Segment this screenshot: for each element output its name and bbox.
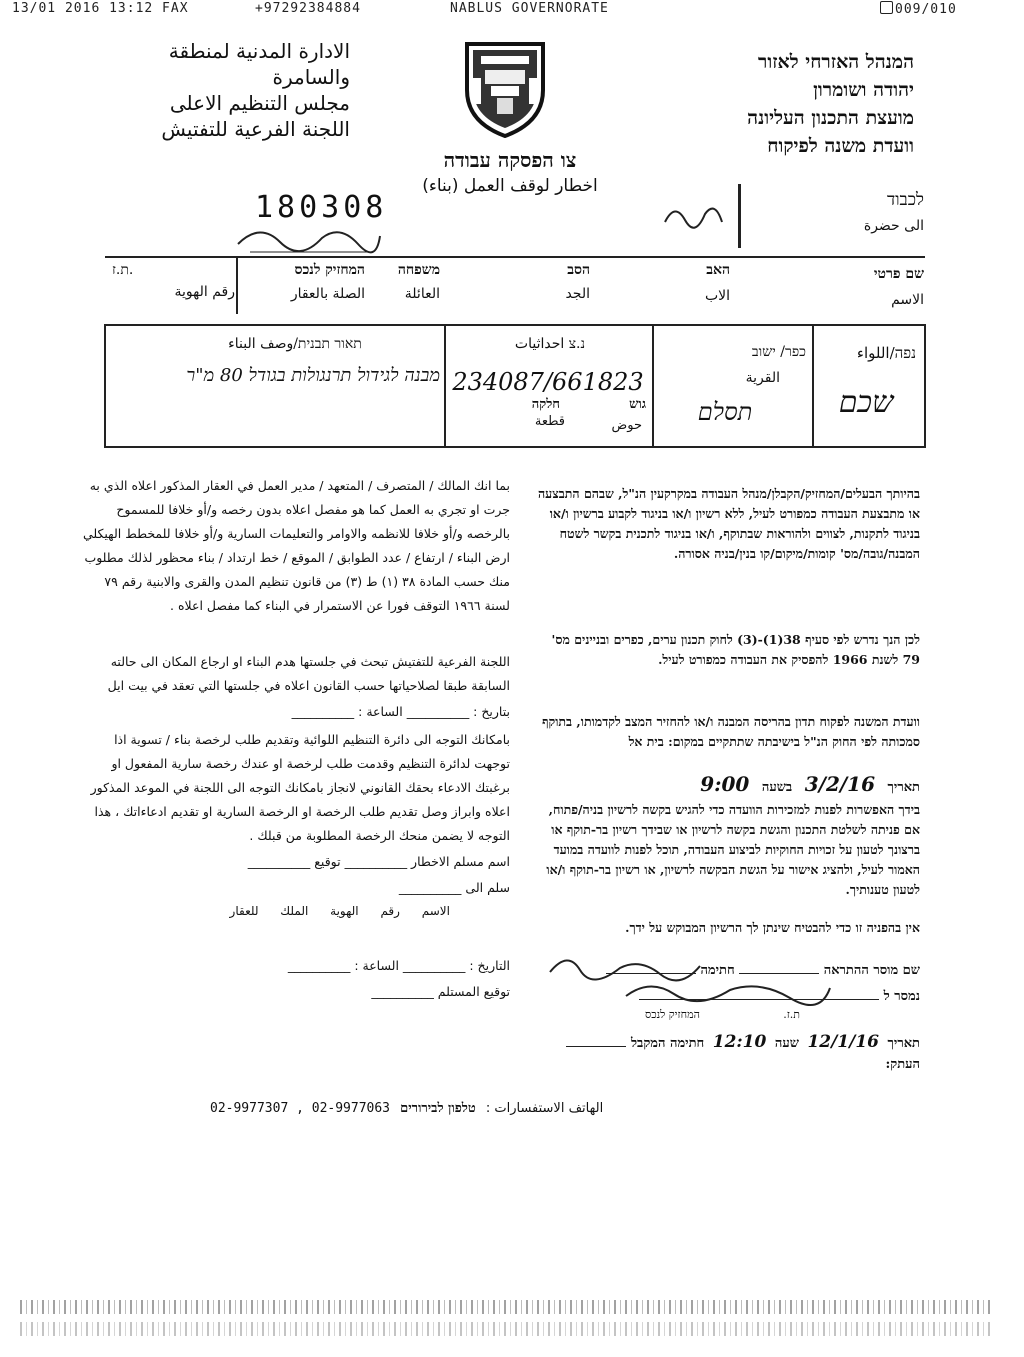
parcel-label-ar: قطعة	[534, 414, 565, 429]
village-label-ar: القرية	[745, 370, 780, 386]
fax-noise-bottom	[20, 1322, 994, 1336]
basin-label-ar: حوض	[611, 418, 642, 433]
village-value: תסלם	[697, 398, 753, 426]
title-hebrew: צו הפסקה עבודה	[443, 148, 577, 172]
header-hebrew-line3: מועצת התכנון העליונה	[747, 107, 914, 129]
arabic-notifier: اسم مسلم الاخطار __________ توقيع __________	[247, 854, 510, 869]
block-label: גוש	[629, 397, 646, 412]
fax-sender: NABLUS GOVERNORATE	[450, 1, 609, 16]
phone-label-ar: الهاتف الاستفسارات :	[485, 1101, 604, 1116]
district-value: שכם	[838, 385, 894, 420]
arabic-paragraph-3: بامكانك التوجه الى دائرة التنظيم اللوائية وتقديم طلب لرخصة بناء / تسوية اذا توجهت لدائرة التنظيم وقدمت طلب لرخصة او عندك رخصة سارية المفعول او برغبتك الادعاء بحقك القانوني لانجاز بامكانك التوجه الى اللجنة في الموعد المذكور اعلاه وابراز وصل تقديم طلب الرخصة او الرخصة السارية او تقديم ادعاءاتك ، هذا التوجه لا يضمن منحك الرخصة المطلوبة من قبلك .	[90, 732, 510, 843]
receiver-signature-label: חתימה המקבל	[630, 1036, 705, 1051]
issuer-label: שם מוסר ההתראה	[823, 963, 920, 978]
father-label-he: האב	[706, 262, 730, 278]
fax-page-icon	[880, 1, 893, 14]
property-divider-2	[652, 324, 654, 446]
district-label: נפה/اللواء	[856, 344, 916, 362]
hebrew-date-label: תאריך	[887, 780, 920, 795]
fax-number: +97292384884	[255, 1, 361, 16]
fax-page	[880, 1, 957, 17]
id-col-divider	[236, 256, 238, 314]
header-arabic	[110, 38, 350, 142]
hebrew-paragraph-1: בהיותך הבעלים/המחזיק/הקבלן/מנהל העבודה במקרקעין הנ"ל, שבהם התבצעה או מתבצעת העבודה כמפורט לעיל, ללא רשיון ו/או בניגוד לקבוע ברשיון ו/או בניגוד לתקנות, לצווים ולהוראות שבתוקף, ו/או בניגוד לתכנית בקשר לשטח המבנה/גובה/מס' קומות/מיקום/קו בנין/בניה אסורה.	[537, 486, 920, 561]
coords-label: נ.צ احداثيات	[514, 336, 586, 352]
emblem-icon	[463, 40, 547, 138]
recipient-scribble	[660, 192, 730, 242]
grandfather-label-ar: الجد	[565, 286, 590, 302]
holder-label-he: המחזיק לנכס	[294, 262, 365, 278]
grandfather-label-he: הסב	[567, 262, 590, 278]
hebrew-date-value: 3/2/16	[804, 772, 875, 796]
arabic-paragraph-2: اللجنة الفرعية للتفتيش تبحث في جلستها هدم البناء او ارجاع المكان الى حالته السابقة طبقا لصلاحياتها حسب القانون اعلاه في جلستها التي تعقد في بيت ايل	[107, 654, 510, 693]
receiver-signature-line	[566, 1046, 626, 1047]
date2-label: תאריך	[887, 1036, 920, 1051]
receipt-row	[532, 1032, 920, 1052]
description-label: תאור תבנית/وصف البناء	[228, 336, 362, 352]
name-handwriting	[230, 218, 390, 258]
hebrew-hour-value: 9:00	[700, 772, 750, 796]
recipient-label-ar: الى حضرة	[863, 218, 924, 234]
header-arabic-line2: والسامرة	[272, 65, 350, 89]
delivered-label: נמסר ל	[883, 989, 920, 1004]
copy-label: העתק:	[885, 1057, 920, 1072]
family-label-ar: العائلة	[404, 286, 440, 302]
arabic-columns: الاسم رقم الهوية الملك للعقار	[229, 904, 450, 918]
arabic-date-line: بتاريخ : __________ الساعة : __________	[291, 704, 510, 719]
header-arabic-line3: مجلس التنظيم الاعلى	[169, 91, 350, 115]
arabic-receiver: توقيع المستلم __________	[371, 984, 510, 999]
hebrew-date-row	[532, 772, 920, 796]
footer-phones	[210, 1100, 650, 1116]
coords-value: 234087/661823	[452, 368, 644, 396]
header-arabic-line1: الادارة المدنية لمنطقة	[168, 39, 350, 63]
date2-value: 12/1/16	[807, 1032, 879, 1052]
header-arabic-line4: اللجنة الفرعية للتفتيش	[161, 117, 350, 141]
recipient-divider	[738, 184, 741, 248]
header-hebrew-line4: וועדת משנה לפיקוח	[767, 135, 914, 157]
holder-short-label: המחזיק לנכס	[644, 1008, 700, 1021]
family-label-he: משפחה	[397, 262, 440, 278]
property-divider-1	[444, 324, 446, 446]
header-hebrew	[654, 48, 914, 160]
arabic-paragraph-1: بما انك المالك / المتصرف / المتعهد / مدير العمل في العقار المذكور اعلاه الذي به جرت او تجري به العمل كما هو مفصل اعلاه بدون رخصه و/أو خلافا للمسموح بالرخصه و/أو خلافا للانظمه والاوامر والتعليمات السارية و/أو خلافا للمخطط الهيكلي ارض البناء / ارتفاع / عدد الطوابق / الموقع / خط ارتداد / بناء محظور لذلك مطلوب منك حسب المادة ٣٨ (١) ط (٣) من قانون تنظيم المدن والقرى والابنية رقم ٧٩ لسنة ١٩٦٦ التوقف فورا عن الاستمرار في البناء كما مفصل اعلاه .	[82, 478, 510, 613]
fax-datetime: 13/01 2016 13:12 FAX	[12, 1, 189, 16]
serial-number: 180308	[255, 190, 388, 225]
phone-label-he: טלפון לבירורים	[400, 1101, 476, 1116]
recipient-label-he: לכבוד	[887, 190, 924, 210]
id-number-mark: .ת.ז	[112, 262, 134, 278]
id-short-label: ת.ז.	[783, 1008, 800, 1021]
name-label-ar: الاسم	[891, 292, 924, 308]
hebrew-paragraph-3: וועדת המשנה לפקוח תדון בהריסה המבנה ו/או להחזיר המצב לקדמותו, בתוקף סמכותה לפי החוק הנ"ל בישיבתה שתתקיים במקום: בית אל	[542, 714, 920, 749]
name-label-he: שם פרטי	[873, 266, 924, 282]
header-hebrew-line1: המנהל האזרחי לאזור	[758, 51, 914, 73]
arabic-delivered: سلم الى __________	[398, 880, 510, 895]
hour2-value: 12:10	[712, 1032, 767, 1052]
description-value: מבנה לגידול תרנגולות בגודל 80 מ"ר	[186, 365, 440, 386]
phone-numbers: 02-9977307 , 02-9977063	[210, 1101, 391, 1116]
father-label-ar: الاب	[704, 288, 730, 304]
hebrew-hour-label: בשעה	[761, 780, 793, 795]
id-row-top-line	[105, 256, 925, 258]
hebrew-paragraph-4: בידך האפשרות לפנות למזכירות הוועדה כדי להגיש בקשה לרשיון בניה/פתוח, אם פניתה לשלטת התכנון והגשת בקשה לרשיון או שבידך רשיון בר-תוקף או ברצונך לטעון על זכויות החוקיות לביצוע העבודה, תוכל לפנות לוועדה במועד האמור לעיל, ולהציג אישור על הגשת הבקשה לרשיון, או רשיון בר-תוקף ו/או לטעון טענותיך.	[546, 802, 920, 897]
fax-page-number: 009/010	[895, 2, 957, 17]
delivered-handwriting	[620, 974, 840, 1008]
holder-label-ar: الصلة بالعقار	[290, 286, 365, 302]
hebrew-paragraph-5: אין בהפניה זו כדי להבטיח שינתן לך הרשיון המבוקש על ידך.	[625, 920, 920, 935]
parcel-label-he: חלקה	[531, 397, 560, 412]
title-arabic: اخطار لوقف العمل (بناء)	[422, 176, 598, 196]
fax-noise-top	[20, 1300, 994, 1314]
property-divider-3	[812, 324, 814, 446]
id-label-ar: رقم الهوية	[174, 284, 235, 300]
header-hebrew-line2: יהודה ושומרון	[813, 79, 914, 101]
hour2-label: שעה	[774, 1036, 799, 1051]
arabic-date2: التاريخ : __________ الساعة : __________	[287, 958, 510, 973]
issuer-signature-label: חתימה	[700, 963, 735, 978]
village-label: כפר/ ישוב	[751, 344, 806, 360]
hebrew-paragraph-2: לכן הנך נדרש לפי סעיף 38(1)-(3) לחוק תכנון ערים, כפרים ובניינים מס' 79 לשנת 1966 להפסיק את העבודה כמפורט לעיל.	[551, 632, 920, 667]
